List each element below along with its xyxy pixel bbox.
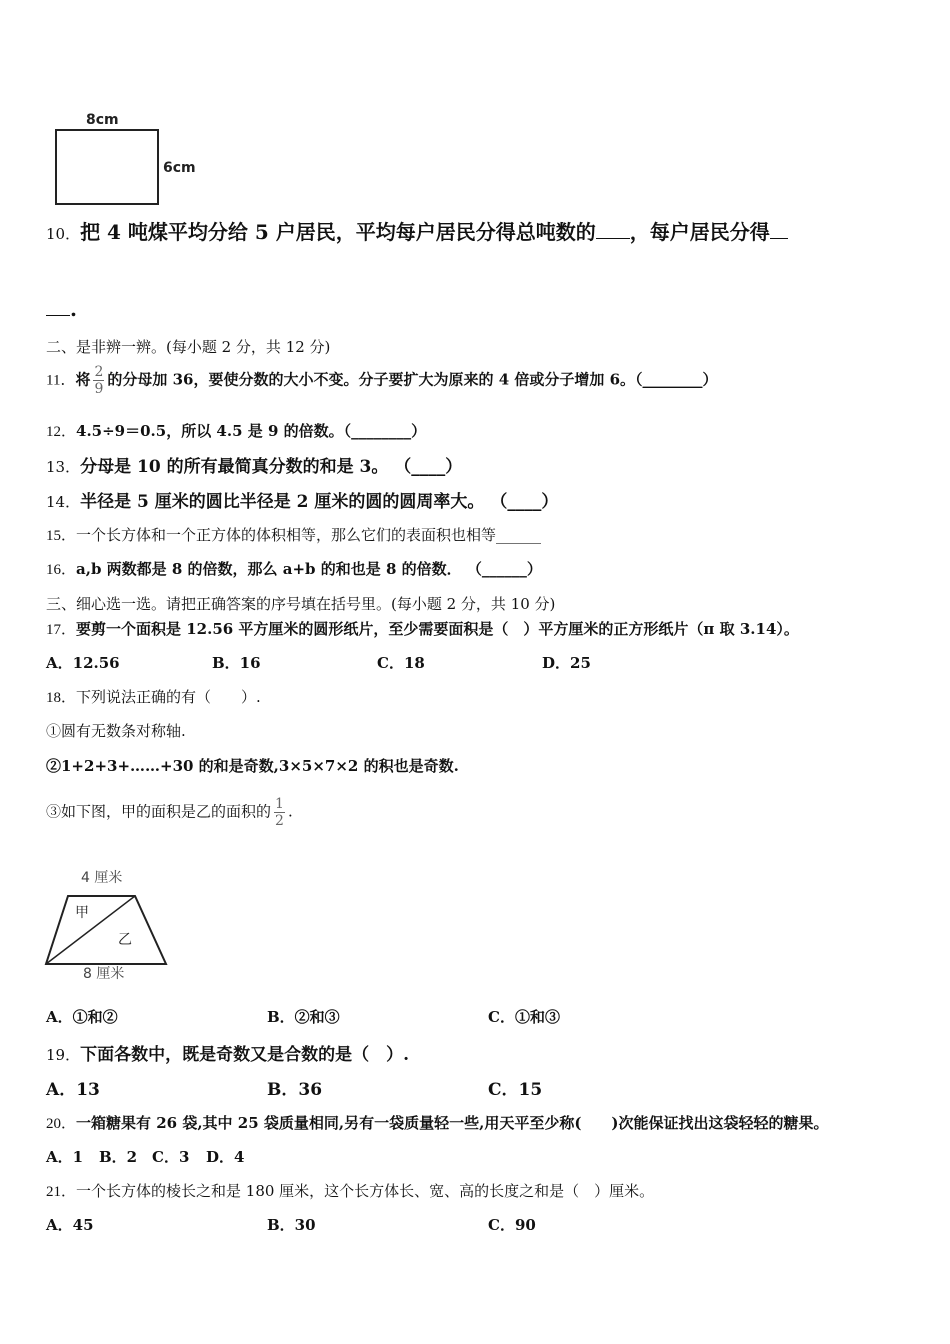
q10-number: 10．: [46, 225, 81, 243]
trapezoid-top-label: 4 厘米: [81, 870, 123, 886]
q12-text: 4.5÷9＝0.5，所以 4.5 是 9 的倍数。（________）: [76, 422, 427, 440]
question-14: [46, 487, 558, 512]
q18-statement-3: [46, 796, 293, 829]
q19-options: [46, 1075, 542, 1100]
trapezoid-shape: [46, 896, 166, 964]
q19-option-b[interactable]: B．36: [267, 1080, 323, 1100]
q15-text: 一个长方体和一个正方体的体积相等，那么它们的表面积也相等______: [76, 526, 542, 544]
q20-option-d[interactable]: D．4: [206, 1148, 245, 1166]
q19-text: 下面各数中，既是奇数又是合数的是（ ）.: [80, 1045, 410, 1065]
q18-frac-numerator: 1: [275, 796, 284, 812]
question-13: [46, 452, 462, 477]
q15-number: 15．: [46, 528, 77, 544]
q18-number: 18．: [46, 690, 77, 706]
q19-option-c[interactable]: C．15: [488, 1080, 543, 1100]
q20-option-a[interactable]: A．1: [46, 1148, 84, 1166]
q18-s3-text: ③如下图，甲的面积是乙的面积的: [46, 802, 272, 821]
question-12: [46, 420, 426, 441]
q16-text: a,b 两数都是 8 的倍数，那么 a+b 的和也是 8 的倍数． （______）: [76, 560, 542, 578]
question-11: [46, 364, 718, 397]
q17-number: 17．: [46, 622, 77, 638]
q20-number: 20．: [46, 1116, 77, 1132]
rectangle-figure: [50, 105, 210, 210]
q21-options: [46, 1214, 536, 1235]
q17-option-d[interactable]: D．25: [542, 654, 591, 672]
q18-s3-end: .: [287, 802, 293, 821]
q18-options: [46, 1006, 560, 1027]
q10-blank-1: [596, 218, 630, 239]
q17-option-b[interactable]: B．16: [212, 654, 261, 672]
section-3-title: 三、细心选一选。请把正确答案的序号填在括号里。(每小题 2 分，共 10 分): [46, 595, 556, 613]
region-jia-label: 甲: [75, 905, 89, 921]
q18-option-b[interactable]: B．②和③: [267, 1008, 340, 1026]
q18-frac-denominator: 2: [275, 813, 284, 829]
q21-option-b[interactable]: B．30: [267, 1216, 316, 1234]
q17-option-c[interactable]: C．18: [377, 654, 425, 672]
rectangle-shape: [56, 130, 158, 204]
question-10: [46, 216, 788, 245]
q14-number: 14．: [46, 493, 81, 511]
q10-text-b: ，每户居民分得: [629, 220, 770, 244]
question-21: [46, 1180, 654, 1201]
q10-end: .: [70, 297, 77, 321]
q10-text-a: 把 4 吨煤平均分给 5 户居民，平均每户居民分得总吨数的: [80, 220, 596, 244]
q21-text: 一个长方体的棱长之和是 180 厘米，这个长方体长、宽、高的长度之和是（ ）厘米。: [76, 1182, 655, 1200]
q12-number: 12．: [46, 424, 77, 440]
q20-text: 一箱糖果有 26 袋,其中 25 袋质量相同,另有一袋质量轻一些,用天平至少称( )次能保证找出这袋轻轻的糖果。: [76, 1114, 829, 1132]
trapezoid-diagonal: [46, 896, 135, 964]
q19-option-a[interactable]: A．13: [46, 1080, 100, 1100]
q19-number: 19．: [46, 1046, 81, 1064]
q18-option-a[interactable]: A．①和②: [46, 1008, 118, 1026]
question-18: [46, 686, 261, 707]
q10-blank-2a: [770, 218, 788, 239]
q18-statement-1: ①圆有无数条对称轴.: [46, 722, 186, 740]
rect-right-label: 6cm: [163, 160, 196, 176]
q18-option-c[interactable]: C．①和③: [488, 1008, 560, 1026]
q16-number: 16．: [46, 562, 77, 578]
question-16: [46, 558, 542, 579]
region-yi-label: 乙: [118, 932, 132, 948]
q14-text: 半径是 5 厘米的圆比半径是 2 厘米的圆的圆周率大。 （____）: [80, 492, 559, 512]
q17-text: 要剪一个面积是 12.56 平方厘米的圆形纸片，至少需要面积是（ ）平方厘米的正方形纸片（π 取 3.14）。: [76, 620, 799, 638]
q13-number: 13．: [46, 458, 81, 476]
q21-option-c[interactable]: C．90: [488, 1216, 536, 1234]
question-17: [46, 618, 799, 639]
q21-option-a[interactable]: A．45: [46, 1216, 94, 1234]
q11-text: 的分母加 36，要使分数的大小不变。分子要扩大为原来的 4 倍或分子增加 6。（________）: [107, 370, 718, 389]
q11-pre: 将: [75, 370, 91, 389]
q21-number: 21．: [46, 1184, 77, 1200]
rect-top-label: 8cm: [86, 112, 119, 128]
q11-fraction: [93, 364, 104, 397]
q20-options: [46, 1146, 244, 1167]
q18-text: 下列说法正确的有（ ）.: [76, 688, 261, 706]
q11-number: 11．: [46, 372, 76, 389]
q20-option-b[interactable]: B．2: [99, 1148, 138, 1166]
trapezoid-figure: [40, 862, 180, 987]
q10-blank-2b: [46, 295, 70, 316]
q18-statement-2: ②1+2+3+……+30 的和是奇数,3×5×7×2 的积也是奇数.: [46, 757, 459, 775]
question-20: [46, 1112, 829, 1133]
question-15: [46, 524, 541, 545]
q17-options: [46, 652, 591, 673]
q10-continuation: [46, 295, 77, 321]
question-19: [46, 1040, 409, 1065]
q18-fraction: [274, 796, 285, 829]
q17-option-a[interactable]: A．12.56: [46, 654, 120, 672]
q11-frac-numerator: 2: [94, 364, 104, 380]
q13-text: 分母是 10 的所有最简真分数的和是 3。 （____）: [80, 457, 463, 477]
q20-option-c[interactable]: C．3: [152, 1148, 190, 1166]
trapezoid-bottom-label: 8 厘米: [83, 966, 125, 982]
q11-frac-denominator: 9: [94, 381, 104, 397]
section-2-title: 二、是非辨一辨。(每小题 2 分，共 12 分): [46, 338, 331, 356]
